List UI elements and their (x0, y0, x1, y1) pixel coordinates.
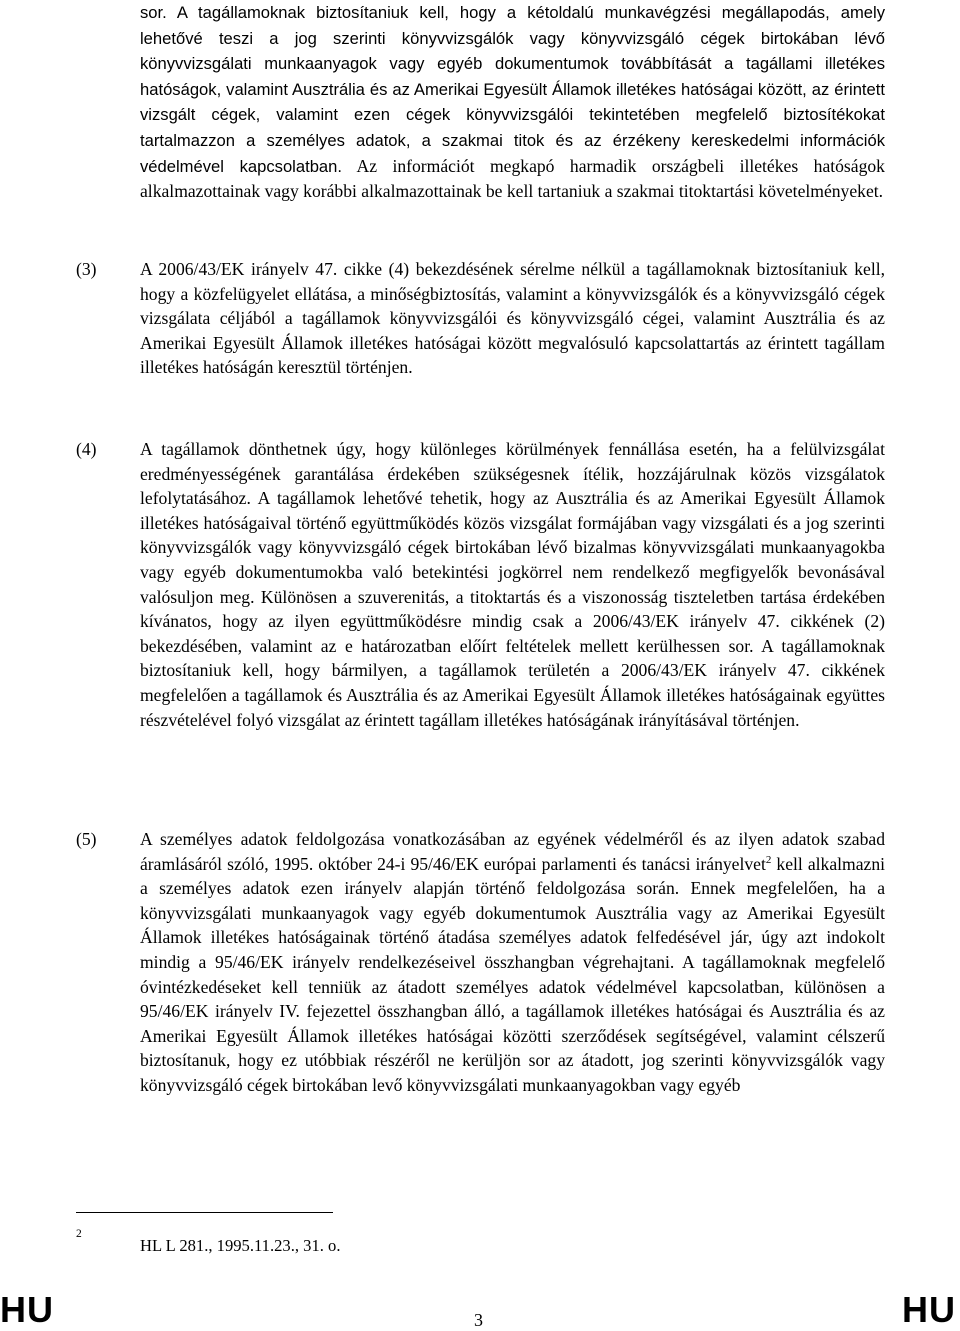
footer-language-left: HU (0, 1289, 54, 1330)
footnote-number: 2 (76, 1228, 82, 1240)
footer-language-right: HU (902, 1289, 956, 1330)
item-5-text-before: A személyes adatok feldolgozása vonatkozásában az egyének védelméről és az ilyen adatok szabad áramlásáról szóló, 1995. október 24-i 95/46/EK európai parlamenti és tanácsi irányelvet (140, 829, 885, 874)
continuation-paragraph (140, 0, 885, 204)
item-text-4: A tagállamok dönthetnek úgy, hogy különleges körülmények fennállása esetén, ha a felülvizsgálat eredményességének garantálása érdekében szükségesnek ítélik, hozzájárulnak közös vizsgálatok lefolytatásához. A tagállamok lehetővé tehetik, hogy az Ausztrália és az Amerikai Egyesült Államok illetékes hatóságaival történő együttműködés közös vizsgálat formájában vagy vizsgálati és a jog szerinti könyvvizsgálók vagy könyvvizsgáló cégek birtokában lévő bizalmas könyvvizsgálati munkaanyagokba vagy egyéb dokumentumokba való betekintési jogkörrel nem rendelkező megfigyelők bevonásával valósuljon meg. Különösen a szuverenitás, a titoktartás és a viszonosság tiszteletben tartása érdekében kívánatos, hogy az ilyen együttműködésre mindig csak a 2006/43/EK irányelv 47. cikkének (2) bekezdésében, valamint az e határozatban előírt feltételek mellett kerülhessen sor. A tagállamoknak biztosítaniuk kell, hogy bármilyen, a tagállamok területén a 2006/43/EK irányelv 47. cikkének megfelelően a tagállamok és Ausztrália és az Amerikai Egyesült Államok illetékes hatóságainak együttes részvételével folyó vizsgálat az érintett tagállam illetékes hatóságának irányításával történjen. (140, 439, 885, 730)
item-number-5: (5) (76, 829, 97, 849)
item-number-3: (3) (76, 259, 97, 279)
continuation-serif-text: Az információt megkapó harmadik országbeli illetékes hatóságok alkalmazottainak vagy korábbi alkalmazottainak be kell tartaniuk a szakmai titoktartási követelményeket. (140, 155, 885, 202)
item-number-4: (4) (76, 439, 97, 459)
footnote-text: HL L 281., 1995.11.23., 31. o. (140, 1236, 341, 1255)
item-text-5 (140, 827, 885, 1098)
item-text-3: A 2006/43/EK irányelv 47. cikke (4) bekezdésének sérelme nélkül a tagállamoknak biztosítaniuk kell, hogy a közfelügyelet ellátása, a minőségbiztosítás, valamint a könyvvizsgálók és a könyvvizsgáló cégek vizsgálata céljából a tagállamok könyvvizsgálói és könyvvizsgáló cégei, valamint Ausztrália és az Amerikai Egyesült Államok illetékes hatóságai között megvalósuló kapcsolattartás az érintett tagállam illetékes hatóságán keresztül történjen. (140, 259, 885, 378)
footnote-divider (76, 1212, 333, 1213)
page-number: 3 (474, 1310, 483, 1330)
footnote-reference[interactable]: 2 (765, 853, 772, 866)
continuation-sans-text: sor. A tagállamoknak biztosítaniuk kell, hogy a kétoldalú munkavégzési megállapodás, amely lehetővé teszi a jog szerinti könyvvizsgálók vagy könyvvizsgáló cégek birtokában lévő könyvvizsgálati munkaanyagok vagy egyéb dokumentumok továbbítását a tagállami illetékes hatóságok, valamint Ausztrália és az Amerikai Egyesült Államok illetékes hatóságai között, az érintett vizsgált cégek, valamint ezen cégek könyvvizsgálói tekintetében megfelelő biztosítékokat tartalmazzon a személyes adatok, a szakmai titok és az érzékeny kereskedelmi információk védelmével kapcsolatban. (140, 3, 885, 176)
item-5-text-after: kell alkalmazni a személyes adatok ezen irányelv alapján történő feldolgozása során. Ennek megfelelően, ha a könyvvizsgálati munkaanyagok vagy egyéb dokumentumok Ausztrália vagy az Amerikai Egyesült Államok illetékes hatóságainak történő átadása személyes adatok felfedésével jár, úgy azt indokolt mindig a 95/46/EK irányelv rendelkezéseivel összhangban végrehajtani. A tagállamoknak megfelelő óvintézkedéseket kell tenniük az átadott személyes adatok védelmével kapcsolatban, különösen a 95/46/EK irányelv IV. fejezettel összhangban álló, a tagállamok illetékes hatóságai és Ausztrália és az Amerikai Egyesült Államok illetékes hatóságai közötti szerződések segítségével, valamint célszerű biztosítanuk, hogy ez utóbbiak részéről ne kerüljön sor az átadott, jog szerinti könyvvizsgálók vagy könyvvizsgáló cégek birtokában levő könyvvizsgálati munkaanyagokban vagy egyéb (140, 853, 886, 1095)
